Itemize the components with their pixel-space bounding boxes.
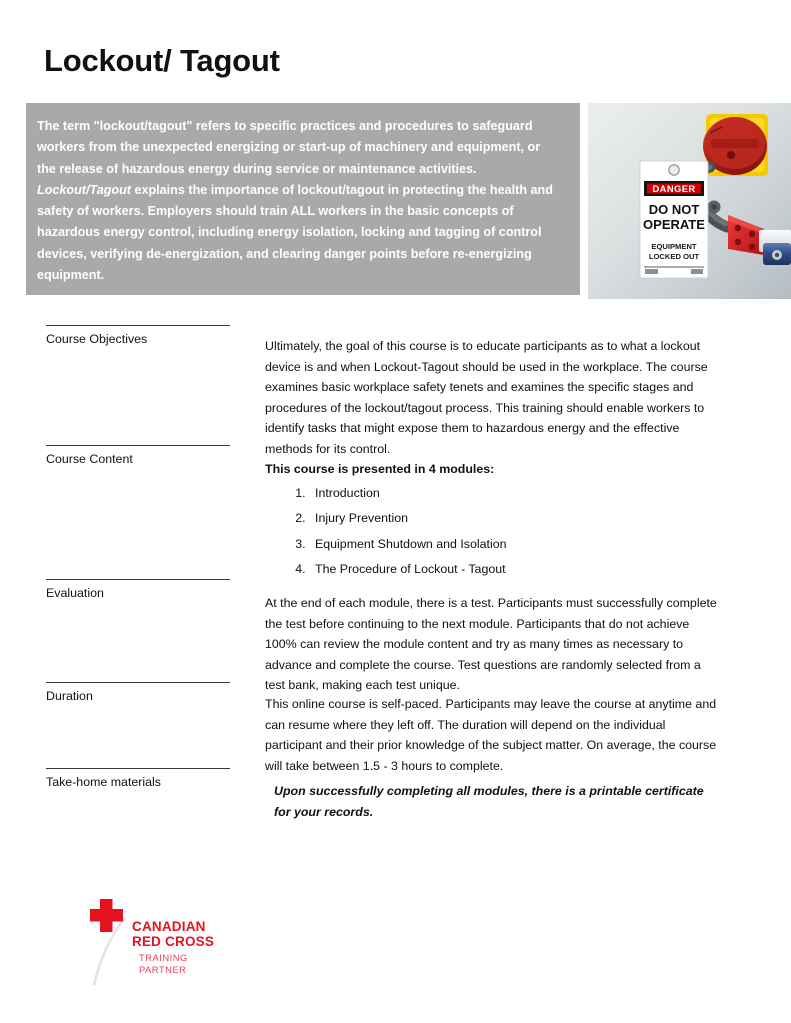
banner-text-block bbox=[26, 103, 580, 295]
section-label-course-objectives: Course Objectives bbox=[46, 325, 230, 346]
section-label-course-content: Course Content bbox=[46, 445, 230, 466]
list-item: 3. Equipment Shutdown and Isolation bbox=[309, 532, 507, 557]
list-item: 1. Introduction bbox=[309, 481, 507, 506]
take-home-materials-text: Upon successfully completing all modules, there is a printable certificate for your records. bbox=[274, 784, 704, 819]
modules-heading: This course is presented in 4 modules: bbox=[265, 462, 495, 476]
evaluation-text: At the end of each module, there is a test. Participants must successfully complete the test before continuing to the next module. Participants that do not achieve 100% can review the module content and try as many times as necessary to advance and complete the course. Test questions are randomly selected from a test bank, making each test unique. bbox=[265, 596, 717, 692]
duration-text: This online course is self-paced. Participants may leave the course at anytime and can resume where they left off. The duration will depend on the individual participant and their prior knowledge of the subject matter. On average, the course will take between 1.5 - 3 hours to complete. bbox=[265, 697, 717, 773]
banner-text-part-1: The term "lockout/tagout" refers to specific practices and procedures to safeguard workers from the unexpected energizing or start-up of machinery and equipment, or the release of hazardous energy during service or maintenance activities. bbox=[37, 119, 541, 176]
intro-banner bbox=[26, 103, 764, 295]
list-item: 2. Injury Prevention bbox=[309, 506, 507, 531]
banner-text-part-2: explains the importance of lockout/tagout in protecting the health and safety of workers. Employers should train ALL workers in the basic concepts of hazardous energy control, including energy isolation, locking and tagging of control devices, verifying de-energization, and clearing danger points before re-energizing equipment. bbox=[37, 182, 553, 283]
banner-emphasis: Lockout/Tagout bbox=[37, 182, 131, 197]
svg-text:DO NOT: DO NOT bbox=[648, 202, 700, 217]
lockout-tagout-photo bbox=[588, 103, 791, 299]
section-label-evaluation: Evaluation bbox=[46, 579, 230, 600]
svg-text:PARTNER: PARTNER bbox=[139, 964, 187, 975]
svg-text:LOCKED OUT: LOCKED OUT bbox=[648, 252, 700, 261]
svg-text:TRAINING: TRAINING bbox=[139, 952, 188, 963]
svg-text:EQUIPMENT: EQUIPMENT bbox=[651, 242, 697, 251]
canadian-red-cross-logo bbox=[88, 893, 218, 985]
banner-paragraph bbox=[37, 116, 558, 286]
list-item: 4. The Procedure of Lockout - Tagout bbox=[309, 557, 507, 582]
svg-text:OPERATE: OPERATE bbox=[643, 217, 705, 232]
section-label-take-home-materials: Take-home materials bbox=[46, 768, 230, 789]
svg-text:RED CROSS: RED CROSS bbox=[132, 934, 215, 949]
module-list bbox=[279, 481, 507, 582]
svg-text:DANGER: DANGER bbox=[652, 183, 696, 194]
course-objectives-text: Ultimately, the goal of this course is to educate participants as to what a lockout device is and when Lockout-Tagout should be used in the workplace. The course examines basic workplace safety tenets and examines the specific stages and procedures of the lockout/tagout process. This training should enable workers to identify tasks that might expose them to hazardous energy and the effective methods for its control. bbox=[265, 339, 708, 456]
section-label-duration: Duration bbox=[46, 682, 230, 703]
page-title: Lockout/ Tagout bbox=[44, 43, 280, 78]
svg-text:CANADIAN: CANADIAN bbox=[132, 919, 206, 934]
